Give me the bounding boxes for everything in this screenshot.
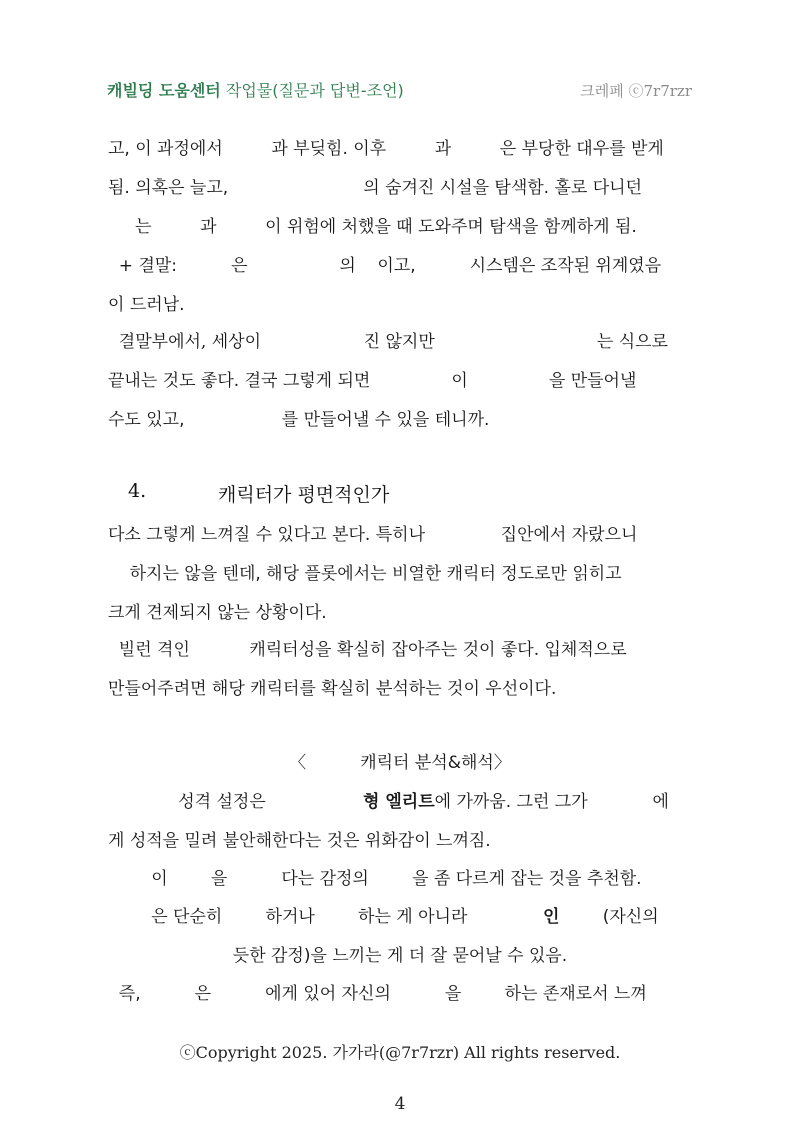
- body-line: 수도 있고, 를 만들어낼 수 있을 테니까.: [108, 410, 490, 430]
- body-line: 성격 설정은 형 엘리트에 가까움. 그런 그가 에: [108, 792, 669, 812]
- body-line: 는 과 이 위험에 처했을 때 도와주며 탐색을 함께하게 됨.: [108, 217, 637, 237]
- body-line: 즉, 은 에게 있어 자신의 을 하는 존재로서 느껴: [108, 984, 647, 1004]
- body-line: 게 성적을 밀려 불안해한다는 것은 위화감이 느껴짐.: [108, 831, 491, 851]
- analysis-title: 〈 캐릭터 분석&해석〉: [289, 753, 511, 773]
- body-line: 이 드러남.: [108, 295, 185, 315]
- body-line: 만들어주려면 해당 캐릭터를 확실히 분석하는 것이 우선이다.: [108, 679, 557, 699]
- section-number: 4.: [128, 480, 147, 502]
- brand-subtitle: 작업물(질문과 답변-조언): [225, 81, 404, 100]
- body-line: 은 단순히 하거나 하는 게 아니라 인 (자신의: [108, 907, 659, 927]
- body-line: 결말부에서, 세상이 진 않지만 는 식으로: [108, 332, 668, 352]
- body-line: 됨. 의혹은 늘고, 의 숨겨진 시설을 탐색함. 홀로 다니던: [108, 178, 642, 198]
- page-number: 4: [394, 1094, 406, 1114]
- header-brand: [107, 78, 404, 101]
- body-line: 다소 그렇게 느껴질 수 있다고 본다. 특히나 집안에서 자랐으니: [108, 525, 638, 545]
- body-line: 이 을 다는 감정의 을 좀 다르게 잡는 것을 추천함.: [108, 869, 642, 889]
- body-line: 빌런 격인 캐릭터성을 확실히 잡아주는 것이 좋다. 입체적으로: [108, 640, 627, 660]
- body-line: 고, 이 과정에서 과 부딪힘. 이후 과 은 부당한 대우를 받게: [108, 139, 664, 159]
- header-author: 크레페 ⓒ7r7rzr: [580, 82, 692, 100]
- body-line: + 결말: 은 의 이고, 시스템은 조작된 위계였음: [108, 256, 662, 276]
- section-title: 캐릭터가 평면적인가: [218, 484, 390, 506]
- brand-name: 캐빌딩 도움센터: [107, 81, 221, 100]
- body-line: 끝내는 것도 좋다. 결국 그렇게 되면 이 을 만들어낼: [108, 371, 637, 391]
- emphasis: 인: [543, 907, 560, 927]
- body-line: 크게 견제되지 않는 상황이다.: [108, 603, 327, 623]
- copyright-footer: ⓒCopyright 2025. 가가라(@7r7rzr) All rights reserved.: [179, 1043, 621, 1062]
- emphasis: 형 엘리트: [363, 792, 435, 812]
- body-line: 듯한 감정)을 느끼는 게 더 잘 묻어날 수 있음.: [232, 946, 568, 966]
- body-line: 하지는 않을 텐데, 해당 플롯에서는 비열한 캐릭터 정도로만 읽히고: [108, 564, 622, 584]
